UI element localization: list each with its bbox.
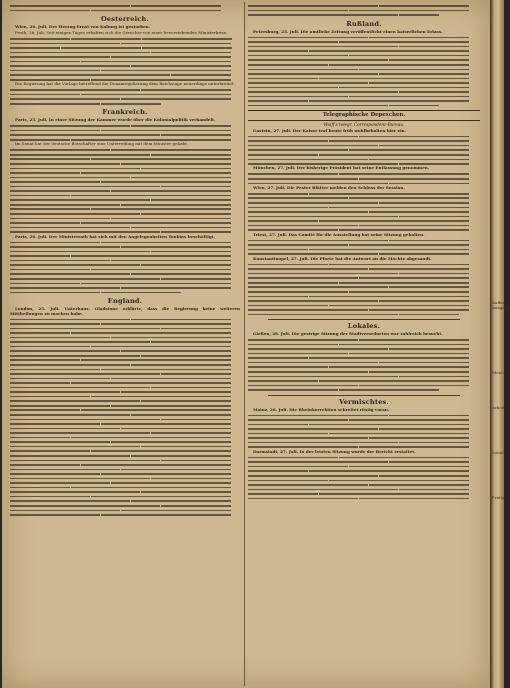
section-heading-telegrams: Telegraphische Depeschen. (248, 110, 480, 121)
text-line (248, 496, 480, 501)
text-line (10, 55, 240, 60)
section-divider (268, 395, 460, 396)
column-divider (244, 2, 245, 686)
text-line (248, 308, 480, 313)
text-line (10, 331, 240, 336)
article-paragraph: Gießen, 28. Juli. Die gestrige Sitzung der Stadtverordneten war zahlreich besucht. (253, 331, 443, 337)
text-line (248, 4, 480, 9)
text-line (248, 219, 480, 224)
article-paragraph: Im Senat hat der deutsche Botschafter eine Unterredung mit dem Minister gehabt. (15, 141, 189, 147)
text-line (10, 340, 240, 345)
text-line (10, 381, 240, 386)
text-line (10, 64, 240, 69)
section-heading-russia: Rußland. (346, 19, 382, 28)
article-paragraph: Wien, 27. Juli. Die Pester Blätter melden den Schluss der Session. (253, 184, 405, 190)
text-line (10, 189, 240, 194)
text-line (248, 388, 480, 393)
article-paragraph: Triest, 27. Juli. Das Comité für die Ausstellung hat seine Sitzung gehalten. (253, 231, 425, 237)
article-paragraph: Paris, 26. Juli. Der Ministerrath hat sich mit den Angelegenheiten Tonkins beschäftigt. (15, 233, 216, 239)
section-heading-austria: Oesterreich. (100, 15, 150, 24)
section-subheading: Wolff's telegr. Correspondenz-Bureau. (323, 121, 405, 127)
article-paragraph: Pesth, 26. Juli. Seit einigen Tagen erhalten sich die Gerüchte von einer bevorstehenden Ministerkrise. (15, 29, 228, 35)
text-line (248, 356, 480, 361)
article-paragraph: Paris, 25. Juli. In einer Sitzung der Kammer wurde über die Kolonialpolitik verhandelt. (15, 117, 216, 123)
section-heading-misc: Vermischtes. (339, 397, 389, 406)
text-line (248, 49, 480, 54)
text-line (248, 81, 480, 86)
text-line (10, 9, 240, 14)
text-line (248, 104, 480, 109)
text-line (10, 180, 240, 185)
edge-fragment: Aufford (492, 300, 508, 305)
text-line (10, 124, 240, 129)
text-line (10, 390, 240, 395)
text-line (10, 290, 240, 295)
left-column (10, 4, 240, 684)
edge-fragment: Freitag (492, 495, 507, 500)
article-paragraph: Mainz, 26. Juli. Die Rheinkorrektion schreitet rüstig voran. (253, 406, 390, 412)
text-line (10, 440, 240, 445)
text-line (248, 243, 480, 248)
section-heading-france: Frankreich. (102, 108, 148, 117)
article-paragraph: London, 25. Juli. Unterhaus. Gladstone erklärte, dass die Regierung keine weiteren Mittheilungen zu machen habe. (10, 305, 240, 316)
text-line (10, 4, 240, 9)
article-paragraph: Konstantinopel, 27. Juli. Die Pforte hat die Antwort an die Mächte abgesandt. (253, 255, 432, 261)
text-line (10, 102, 240, 107)
article-paragraph: München, 27. Juli. Der bisherige Präsident hat seine Entlassung genommen. (253, 165, 430, 171)
edge-fragment: Sonntag (492, 450, 509, 455)
text-line (248, 313, 480, 318)
article-paragraph: Darmstadt, 27. Juli. In der letzten Sitzung wurde der Bericht erstattet. (253, 448, 416, 454)
text-line (248, 347, 480, 352)
edge-fragment: Arbeiter (492, 405, 509, 410)
text-line (248, 267, 480, 272)
text-line (10, 88, 240, 93)
newspaper-page (2, 0, 490, 688)
text-line (10, 513, 240, 518)
section-heading-england: England. (107, 296, 143, 305)
section-heading-local: Lokales. (347, 322, 381, 331)
text-line (10, 490, 240, 495)
text-line (248, 139, 480, 144)
article-paragraph: Gastein, 27. Juli. Der Kaiser traf heute früh wohlbehalten hier ein. (253, 127, 407, 133)
text-line (248, 436, 480, 441)
article-paragraph: Die Regierung hat die Vorlage betreffend die Donauregulierung dem Reichstage neuerdings unterbreitet. (15, 81, 235, 87)
middle-column (248, 4, 480, 684)
text-line (248, 13, 480, 18)
article-paragraph: Petersburg, 25. Juli. Die amtliche Zeitung veröffentlicht einen kaiserlichen Erlass. (253, 28, 443, 34)
text-line (10, 254, 240, 259)
text-line (10, 431, 240, 436)
text-line (248, 40, 480, 45)
text-line (248, 90, 480, 95)
article-paragraph: Wien, 26. Juli. Der Herzog Ernst von Koburg ist gestorben. (15, 24, 151, 30)
section-divider (268, 319, 460, 320)
text-line (248, 460, 480, 465)
edge-fragment: Ausgang (492, 305, 510, 310)
adjacent-page-edge (490, 0, 510, 688)
edge-fragment: Montag (492, 370, 508, 375)
text-line (10, 481, 240, 486)
text-line (248, 427, 480, 432)
text-line (10, 263, 240, 268)
